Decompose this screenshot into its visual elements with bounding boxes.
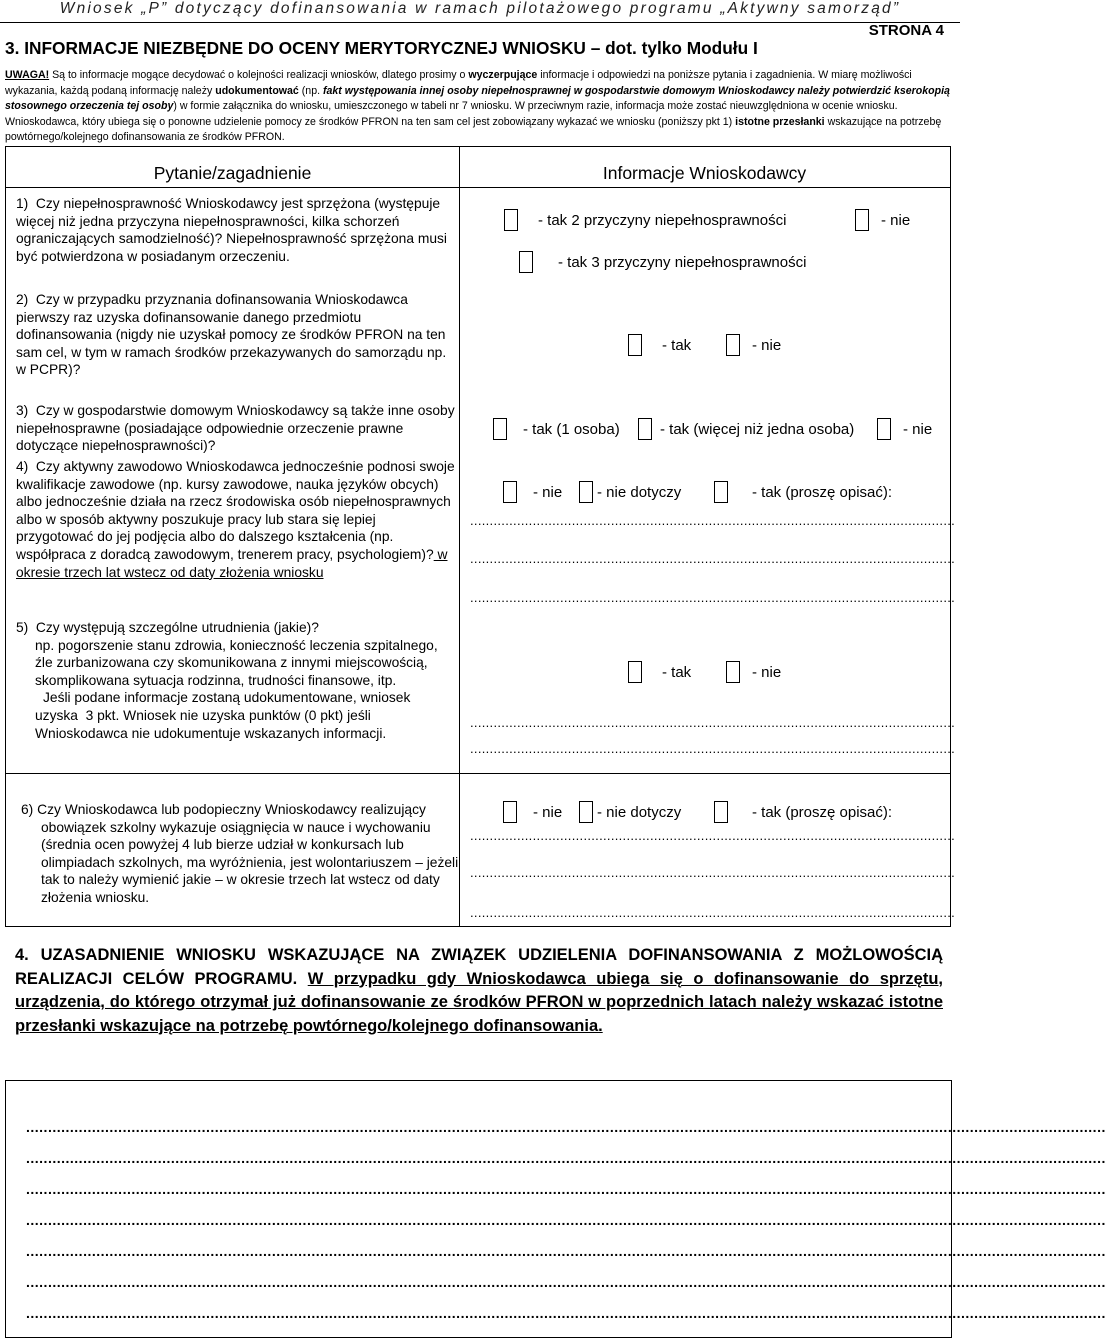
checkbox[interactable]: [579, 481, 593, 503]
justification-line[interactable]: ......................................................................................................................................................................................................................................................: [26, 1212, 1106, 1228]
checkbox[interactable]: [579, 801, 593, 823]
q3-option-more-persons[interactable]: - tak (więcej niż jedna osoba): [638, 418, 854, 440]
q4-answer-line[interactable]: ............................................................................................................................: [470, 551, 956, 566]
column-header-info: Informacje Wnioskodawcy: [602, 163, 807, 183]
warning-bold-2: udokumentować: [215, 84, 299, 97]
q5-option-no[interactable]: - nie: [726, 661, 781, 683]
warning-paragraph: [5, 68, 950, 146]
q4-option-no[interactable]: - nie: [503, 481, 562, 503]
q1-option-3-causes[interactable]: - tak 3 przyczyny niepełnosprawności: [519, 251, 806, 273]
question-4-text: 4) Czy aktywny zawodowo Wnioskodawca jednocześnie podnosi swoje kwalifikacje zawodowe (np. kursy zawodowe, nauka języków obcych) albo jednocześnie działa na rzecz środowiska osób niepełnosprawnych albo w sposób aktywny poszukuje pracy lub stara się lepiej przygotować do jej podjęcia albo do dalszego kształcenia (np. współpraca z doradcą zawodowym, trenerem pracy, psychologiem)?: [16, 459, 455, 562]
q6-answer-line[interactable]: ............................................................................................................................: [470, 905, 956, 920]
justification-line[interactable]: ......................................................................................................................................................................................................................................................: [26, 1119, 1106, 1135]
warning-lead: UWAGA!: [5, 69, 50, 81]
checkbox[interactable]: [503, 801, 517, 823]
q2-option-yes[interactable]: - tak: [628, 334, 691, 356]
justification-line[interactable]: ......................................................................................................................................................................................................................................................: [26, 1243, 1106, 1259]
q3-option-one-person[interactable]: - tak (1 osoba): [493, 418, 620, 440]
warning-text-3: (np.: [298, 84, 323, 97]
q6-option-not-applicable[interactable]: - nie dotyczy: [579, 801, 681, 823]
checkbox[interactable]: [638, 418, 652, 440]
q5-answer-line[interactable]: ............................................................................................................................: [470, 715, 956, 730]
q2-option-no[interactable]: - nie: [726, 334, 781, 356]
question-1: 1) Czy niepełnosprawność Wnioskodawcy jest sprzężona (występuje więcej niż jedna przyczyna niepełnosprawności, kilka schorzeń ograniczających samodzielność)? Niepełnosprawność sprzężona musi być potwierdzona w posiadanym orzeczeniu.: [16, 196, 447, 264]
warning-text-1: Są to informacje mogące decydować o kolejności realizacji wniosków, dlatego prosimy o: [49, 69, 469, 81]
checkbox[interactable]: [877, 418, 891, 440]
question-5-body: np. pogorszenie stanu zdrowia, konieczność leczenia szpitalnego, źle zurbanizowana czy skomunikowana z innymi miejscowością, skomplikowana sytuacja rodzinna, trudności finansowe, itp.: [35, 637, 438, 688]
q1-option-no[interactable]: - nie: [855, 209, 910, 231]
section-3-heading: 3. INFORMACJE NIEZBĘDNE DO OCENY MERYTORYCZNEJ WNIOSKU – dot. tylko Modułu I: [5, 38, 758, 58]
checkbox[interactable]: [714, 481, 728, 503]
header-row-divider: [6, 187, 950, 188]
warning-bold-1: wyczerpujące: [468, 69, 538, 81]
checkbox[interactable]: [714, 801, 728, 823]
question-4: [16, 458, 456, 581]
justification-line[interactable]: ......................................................................................................................................................................................................................................................: [26, 1305, 1106, 1321]
q1-option-2-causes[interactable]: - tak 2 przyczyny niepełnosprawności: [504, 209, 786, 231]
checkbox[interactable]: [726, 334, 740, 356]
justification-line[interactable]: ......................................................................................................................................................................................................................................................: [26, 1181, 1106, 1197]
question-4-period: w okresie trzech lat wstecz od daty złożenia wniosku: [16, 546, 448, 580]
question-3: 3) Czy w gospodarstwie domowym Wnioskodawcy są także inne osoby niepełnosprawne (posiadające odpowiednie orzeczenie prawne dotyczące niepełnosprawności)?: [16, 403, 455, 454]
justification-line[interactable]: ......................................................................................................................................................................................................................................................: [26, 1150, 1106, 1166]
q6-answer-line[interactable]: ............................................................................................................................: [470, 828, 956, 843]
q3-option-no[interactable]: - nie: [877, 418, 932, 440]
row-divider: [6, 773, 950, 774]
checkbox[interactable]: [503, 481, 517, 503]
q4-answer-line[interactable]: ............................................................................................................................: [470, 513, 956, 528]
question-5-note: Jeśli podane informacje zostaną udokumentowane, wniosek uzyska 3 pkt. Wniosek nie uzyska punktów (0 pkt) jeśli Wnioskodawca nie udokumentuje wskazanych informacji.: [35, 690, 411, 741]
question-5: [16, 619, 456, 742]
column-header-question: Pytanie/zagadnienie: [153, 163, 312, 183]
question-5-title: 5) Czy występują szczególne utrudnienia (jakie)?: [16, 620, 319, 635]
q4-option-yes-describe[interactable]: - tak (proszę opisać):: [714, 481, 892, 503]
checkbox[interactable]: [493, 418, 507, 440]
q5-answer-line[interactable]: ............................................................................................................................: [470, 741, 956, 756]
q4-answer-line[interactable]: ............................................................................................................................: [470, 590, 956, 605]
checkbox[interactable]: [855, 209, 869, 231]
header-divider: [0, 22, 960, 23]
question-2: 2) Czy w przypadku przyznania dofinansowania Wnioskodawca pierwszy raz uzyska dofinansowanie danego przedmiotu dofinansowania (nigdy nie uzyskał pomocy ze środków PFRON na ten sam cel, w tym w ramach środków przekazywanych do samorządu np. w PCPR)?: [16, 292, 447, 378]
q4-option-not-applicable[interactable]: - nie dotyczy: [579, 481, 681, 503]
section-4-instruction: W przypadku gdy Wnioskodawca ubiega się o dofinansowanie do sprzętu, urządzenia, do którego otrzymał już dofinansowanie ze środków PFRON w poprzednich latach należy wskazać istotne przesłanki wskazujące na potrzebę powtórnego/kolejnego dofinansowania.: [15, 969, 943, 1035]
section-4-title: 4. UZASADNIENIE WNIOSKU WSKAZUJĄCE NA ZWIĄZEK UDZIELENIA DOFINANSOWANIA Z MOŻLOWOŚCIĄ REALIZACJI CELÓW PROGRAMU.: [15, 946, 943, 988]
q5-option-yes[interactable]: - tak: [628, 661, 691, 683]
justification-line[interactable]: ......................................................................................................................................................................................................................................................: [26, 1274, 1106, 1290]
warning-text-5: wskazujące na potrzebę powtórnego/kolejnego dofinansowania ze środków PFRON.: [5, 115, 942, 144]
page-label: STRONA 4: [868, 22, 944, 39]
checkbox[interactable]: [726, 661, 740, 683]
question-6: 6) Czy Wnioskodawca lub podopieczny Wnioskodawcy realizujący obowiązek szkolny wykazuje osiągnięcia w nauce i wychowaniu (średnia ocen powyżej 4 lub bierze udział w konkursach lub olimpiadach szkolnych, ma wyróżnienia, jest wolontariuszem – jeżeli tak to należy wymienić jakie – w okresie trzech lat wstecz od daty złożenia wniosku.: [21, 802, 459, 905]
checkbox[interactable]: [519, 251, 533, 273]
q6-option-no[interactable]: - nie: [503, 801, 562, 823]
warning-text-4: ) w formie załącznika do wniosku, umieszczonego w tabeli nr 7 wniosku. W przeciwnym razie, informacja może zostać nieuwzględniona w ocenie wniosku. Wnioskodawca, który ubiega się o ponowne udzielenie pomocy ze środków PFRON na ten sam cel jest zobowiązany wykazać we wniosku (poniższy pkt 1): [5, 100, 898, 128]
document-header-title: Wniosek „P” dotyczący dofinansowania w ramach pilotażowego programu „Aktywny samorząd”: [59, 0, 901, 17]
warning-bold-3: istotne przesłanki: [735, 115, 825, 128]
checkbox[interactable]: [628, 661, 642, 683]
checkbox[interactable]: [504, 209, 518, 231]
justification-box[interactable]: [5, 1080, 1106, 1338]
warning-text-2: informacje i odpowiedzi na poniższe pytania i zagadnienia. W miarę możliwości wykazania, każdą podaną informację należy: [5, 69, 912, 97]
section-4-heading: [15, 944, 943, 1038]
q6-answer-line[interactable]: ............................................................................................................................: [470, 865, 956, 880]
questions-table: [5, 146, 956, 927]
q6-option-yes-describe[interactable]: - tak (proszę opisać):: [714, 801, 892, 823]
checkbox[interactable]: [628, 334, 642, 356]
warning-bold-italic: fakt występowania innej osoby niepełnosprawnej w gospodarstwie domowym Wnioskodawcy należy potwierdzić kserokopią stosownego orzeczenia tej osoby: [5, 84, 950, 113]
